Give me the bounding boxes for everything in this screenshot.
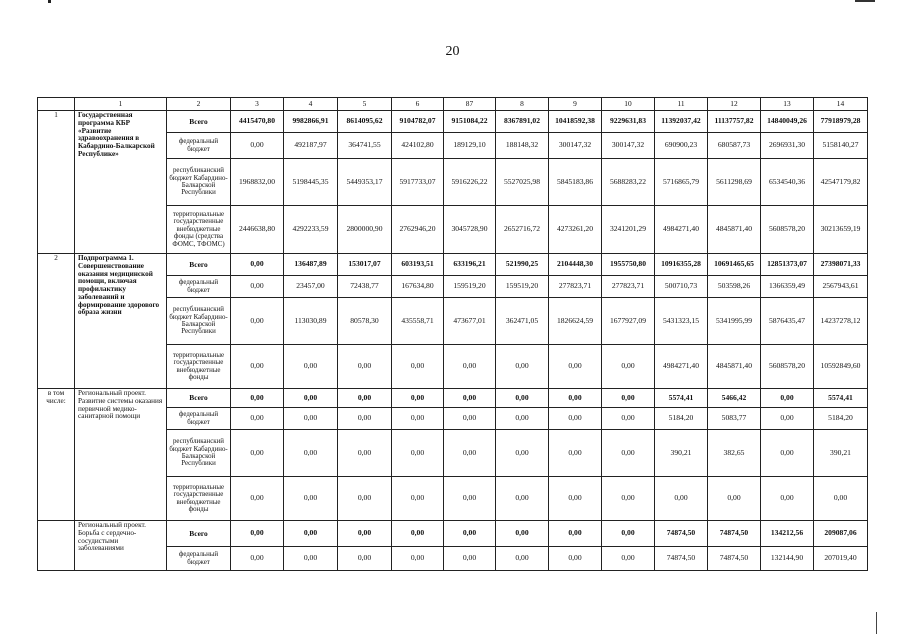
amount-cell: 209087,06 [814, 521, 868, 547]
amount-cell: 0,00 [708, 477, 761, 521]
amount-cell: 0,00 [231, 276, 284, 298]
amount-cell: 0,00 [549, 345, 602, 389]
amount-cell: 1968832,00 [231, 159, 284, 206]
funding-source: республиканский бюджет Кабардино-Балкарской Республики [167, 159, 231, 206]
amount-cell: 5917733,07 [392, 159, 444, 206]
amount-cell: 0,00 [392, 521, 444, 547]
funding-source: республиканский бюджет Кабардино-Балкарской Республики [167, 430, 231, 477]
amount-cell: 74874,50 [708, 521, 761, 547]
amount-cell: 5449353,17 [338, 159, 392, 206]
amount-cell: 8614095,62 [338, 111, 392, 133]
amount-cell: 0,00 [392, 408, 444, 430]
amount-cell: 27398071,33 [814, 254, 868, 276]
amount-cell: 0,00 [602, 430, 655, 477]
amount-cell: 277823,71 [549, 276, 602, 298]
amount-cell: 2762946,20 [392, 206, 444, 254]
header-cell [38, 98, 75, 111]
amount-cell: 0,00 [602, 389, 655, 408]
page-number: 20 [445, 44, 460, 59]
amount-cell: 435558,71 [392, 298, 444, 345]
amount-cell: 603193,51 [392, 254, 444, 276]
amount-cell: 0,00 [496, 408, 549, 430]
amount-cell: 0,00 [392, 430, 444, 477]
amount-cell: 0,00 [231, 254, 284, 276]
amount-cell: 167634,80 [392, 276, 444, 298]
table-row [38, 254, 868, 276]
header-cell: 1 [75, 98, 167, 111]
scan-artifact [876, 612, 895, 634]
amount-cell: 680587,73 [708, 133, 761, 159]
row-index [38, 521, 75, 571]
amount-cell: 0,00 [284, 389, 338, 408]
program-name: Региональный проект. Борьба с сердечно-сосудистыми заболеваниями [75, 521, 167, 571]
funding-source: Всего [167, 111, 231, 133]
header-row [38, 98, 868, 111]
amount-cell: 10916355,28 [655, 254, 708, 276]
amount-cell: 2800000,90 [338, 206, 392, 254]
row-index: 1 [38, 111, 75, 254]
amount-cell: 1366359,49 [761, 276, 814, 298]
amount-cell: 9151084,22 [444, 111, 496, 133]
amount-cell: 5083,77 [708, 408, 761, 430]
amount-cell: 0,00 [496, 521, 549, 547]
amount-cell: 0,00 [284, 430, 338, 477]
funding-source: федеральный бюджет [167, 276, 231, 298]
amount-cell: 0,00 [444, 345, 496, 389]
amount-cell: 153017,07 [338, 254, 392, 276]
amount-cell: 0,00 [338, 477, 392, 521]
amount-cell: 5466,42 [708, 389, 761, 408]
amount-cell: 0,00 [761, 389, 814, 408]
header-cell: 2 [167, 98, 231, 111]
amount-cell: 0,00 [761, 408, 814, 430]
amount-cell: 3241201,29 [602, 206, 655, 254]
header-cell: 13 [761, 98, 814, 111]
amount-cell: 424102,80 [392, 133, 444, 159]
amount-cell: 4845871,40 [708, 206, 761, 254]
amount-cell: 2652716,72 [496, 206, 549, 254]
amount-cell: 1826624,59 [549, 298, 602, 345]
amount-cell: 690900,23 [655, 133, 708, 159]
amount-cell: 0,00 [602, 547, 655, 571]
amount-cell: 0,00 [496, 547, 549, 571]
amount-cell: 277823,71 [602, 276, 655, 298]
amount-cell: 5611298,69 [708, 159, 761, 206]
amount-cell: 5158140,27 [814, 133, 868, 159]
header-cell: 12 [708, 98, 761, 111]
funding-source: территориальные государственные внебюджетные фонды (средства ФОМС, ТФОМС) [167, 206, 231, 254]
amount-cell: 189129,10 [444, 133, 496, 159]
funding-source: республиканский бюджет Кабардино-Балкарской Республики [167, 298, 231, 345]
amount-cell: 5574,41 [655, 389, 708, 408]
amount-cell: 5845183,86 [549, 159, 602, 206]
amount-cell: 5608578,20 [761, 206, 814, 254]
amount-cell: 0,00 [338, 521, 392, 547]
amount-cell: 2446638,80 [231, 206, 284, 254]
amount-cell: 5916226,22 [444, 159, 496, 206]
amount-cell: 9104782,07 [392, 111, 444, 133]
amount-cell: 5716865,79 [655, 159, 708, 206]
amount-cell: 1677927,09 [602, 298, 655, 345]
amount-cell: 0,00 [549, 477, 602, 521]
amount-cell: 9982866,91 [284, 111, 338, 133]
amount-cell: 207019,40 [814, 547, 868, 571]
amount-cell: 0,00 [231, 430, 284, 477]
amount-cell: 5341995,99 [708, 298, 761, 345]
header-cell: 11 [655, 98, 708, 111]
amount-cell: 5608578,20 [761, 345, 814, 389]
program-name: Государственная программа КБР «Развитие здравоохранения в Кабардино-Балкарской Республике» [75, 111, 167, 254]
amount-cell: 6534540,36 [761, 159, 814, 206]
amount-cell: 0,00 [444, 408, 496, 430]
amount-cell: 9229631,83 [602, 111, 655, 133]
amount-cell: 12851373,07 [761, 254, 814, 276]
amount-cell: 364741,55 [338, 133, 392, 159]
amount-cell: 492187,97 [284, 133, 338, 159]
amount-cell: 23457,00 [284, 276, 338, 298]
amount-cell: 390,21 [655, 430, 708, 477]
amount-cell: 0,00 [284, 547, 338, 571]
amount-cell: 0,00 [284, 477, 338, 521]
amount-cell: 4984271,40 [655, 206, 708, 254]
amount-cell: 362471,05 [496, 298, 549, 345]
amount-cell: 5574,41 [814, 389, 868, 408]
funding-source: территориальные государственные внебюджетные фонды [167, 345, 231, 389]
table-row [38, 389, 868, 408]
amount-cell: 0,00 [231, 547, 284, 571]
amount-cell: 10592849,60 [814, 345, 868, 389]
amount-cell: 0,00 [231, 477, 284, 521]
amount-cell: 136487,89 [284, 254, 338, 276]
amount-cell: 0,00 [444, 389, 496, 408]
amount-cell: 14840049,26 [761, 111, 814, 133]
header-cell: 87 [444, 98, 496, 111]
amount-cell: 0,00 [444, 477, 496, 521]
amount-cell: 521990,25 [496, 254, 549, 276]
amount-cell: 14237278,12 [814, 298, 868, 345]
amount-cell: 5184,20 [814, 408, 868, 430]
amount-cell: 0,00 [231, 521, 284, 547]
amount-cell: 5688283,22 [602, 159, 655, 206]
program-name: Региональный проект. Развитие системы оказания первичной медико-санитарной помощи [75, 389, 167, 521]
amount-cell: 0,00 [444, 521, 496, 547]
amount-cell: 503598,26 [708, 276, 761, 298]
amount-cell: 8367891,02 [496, 111, 549, 133]
amount-cell: 633196,21 [444, 254, 496, 276]
funding-source: Всего [167, 254, 231, 276]
header-cell: 4 [284, 98, 338, 111]
amount-cell: 2696931,30 [761, 133, 814, 159]
amount-cell: 0,00 [496, 389, 549, 408]
table-row [38, 111, 868, 133]
row-index: 2 [38, 254, 75, 389]
table-row [38, 521, 868, 547]
program-name: Подпрограмма 1. Совершенствование оказания медицинской помощи, включая профилактику заболеваний и формирование здорового образа жизни [75, 254, 167, 389]
amount-cell: 0,00 [444, 547, 496, 571]
amount-cell: 30213659,19 [814, 206, 868, 254]
amount-cell: 159519,20 [444, 276, 496, 298]
amount-cell: 0,00 [231, 389, 284, 408]
funding-source: Всего [167, 389, 231, 408]
scan-artifact [48, 0, 51, 3]
amount-cell: 132144,90 [761, 547, 814, 571]
header-cell: 14 [814, 98, 868, 111]
funding-source: Всего [167, 521, 231, 547]
header-cell: 9 [549, 98, 602, 111]
funding-source: федеральный бюджет [167, 408, 231, 430]
amount-cell: 0,00 [549, 521, 602, 547]
amount-cell: 0,00 [655, 477, 708, 521]
amount-cell: 0,00 [231, 408, 284, 430]
amount-cell: 2104448,30 [549, 254, 602, 276]
amount-cell: 5198445,35 [284, 159, 338, 206]
amount-cell: 0,00 [231, 133, 284, 159]
amount-cell: 10691465,65 [708, 254, 761, 276]
amount-cell: 0,00 [338, 408, 392, 430]
amount-cell: 0,00 [549, 408, 602, 430]
amount-cell: 4273261,20 [549, 206, 602, 254]
amount-cell: 0,00 [602, 345, 655, 389]
amount-cell: 5184,20 [655, 408, 708, 430]
row-index: в том числе: [38, 389, 75, 521]
amount-cell: 0,00 [814, 477, 868, 521]
amount-cell: 0,00 [602, 408, 655, 430]
amount-cell: 0,00 [231, 298, 284, 345]
amount-cell: 0,00 [496, 477, 549, 521]
amount-cell: 4845871,40 [708, 345, 761, 389]
amount-cell: 0,00 [549, 389, 602, 408]
amount-cell: 0,00 [338, 345, 392, 389]
amount-cell: 0,00 [338, 430, 392, 477]
amount-cell: 74874,50 [655, 521, 708, 547]
header-cell: 8 [496, 98, 549, 111]
header-cell: 3 [231, 98, 284, 111]
amount-cell: 77918979,28 [814, 111, 868, 133]
amount-cell: 2567943,61 [814, 276, 868, 298]
amount-cell: 382,65 [708, 430, 761, 477]
amount-cell: 0,00 [549, 430, 602, 477]
table-body [38, 98, 868, 571]
amount-cell: 80578,30 [338, 298, 392, 345]
header-cell: 6 [392, 98, 444, 111]
amount-cell: 11392037,42 [655, 111, 708, 133]
amount-cell: 0,00 [231, 345, 284, 389]
amount-cell: 0,00 [392, 477, 444, 521]
amount-cell: 0,00 [284, 408, 338, 430]
amount-cell: 473677,01 [444, 298, 496, 345]
amount-cell: 0,00 [338, 389, 392, 408]
amount-cell: 4292233,59 [284, 206, 338, 254]
header-cell: 5 [338, 98, 392, 111]
amount-cell: 390,21 [814, 430, 868, 477]
amount-cell: 300147,32 [602, 133, 655, 159]
header-cell: 10 [602, 98, 655, 111]
amount-cell: 300147,32 [549, 133, 602, 159]
amount-cell: 11137757,82 [708, 111, 761, 133]
amount-cell: 0,00 [392, 547, 444, 571]
amount-cell: 0,00 [761, 477, 814, 521]
amount-cell: 0,00 [338, 547, 392, 571]
amount-cell: 500710,73 [655, 276, 708, 298]
amount-cell: 0,00 [284, 345, 338, 389]
amount-cell: 74874,50 [655, 547, 708, 571]
amount-cell: 159519,20 [496, 276, 549, 298]
amount-cell: 5431323,15 [655, 298, 708, 345]
funding-source: территориальные государственные внебюджетные фонды [167, 477, 231, 521]
amount-cell: 0,00 [761, 430, 814, 477]
amount-cell: 0,00 [549, 547, 602, 571]
amount-cell: 5527025,98 [496, 159, 549, 206]
amount-cell: 134212,56 [761, 521, 814, 547]
amount-cell: 0,00 [444, 430, 496, 477]
amount-cell: 10418592,38 [549, 111, 602, 133]
amount-cell: 5876435,47 [761, 298, 814, 345]
amount-cell: 0,00 [392, 389, 444, 408]
amount-cell: 3045728,90 [444, 206, 496, 254]
amount-cell: 74874,50 [708, 547, 761, 571]
amount-cell: 0,00 [496, 345, 549, 389]
amount-cell: 72438,77 [338, 276, 392, 298]
scan-artifact [855, 0, 875, 2]
amount-cell: 4984271,40 [655, 345, 708, 389]
budget-table [37, 97, 868, 571]
amount-cell: 0,00 [392, 345, 444, 389]
amount-cell: 1955750,80 [602, 254, 655, 276]
amount-cell: 42547179,82 [814, 159, 868, 206]
amount-cell: 0,00 [602, 521, 655, 547]
amount-cell: 188148,32 [496, 133, 549, 159]
amount-cell: 0,00 [284, 521, 338, 547]
amount-cell: 0,00 [602, 477, 655, 521]
funding-source: федеральный бюджет [167, 547, 231, 571]
funding-source: федеральный бюджет [167, 133, 231, 159]
amount-cell: 113030,89 [284, 298, 338, 345]
amount-cell: 0,00 [496, 430, 549, 477]
amount-cell: 4415470,80 [231, 111, 284, 133]
